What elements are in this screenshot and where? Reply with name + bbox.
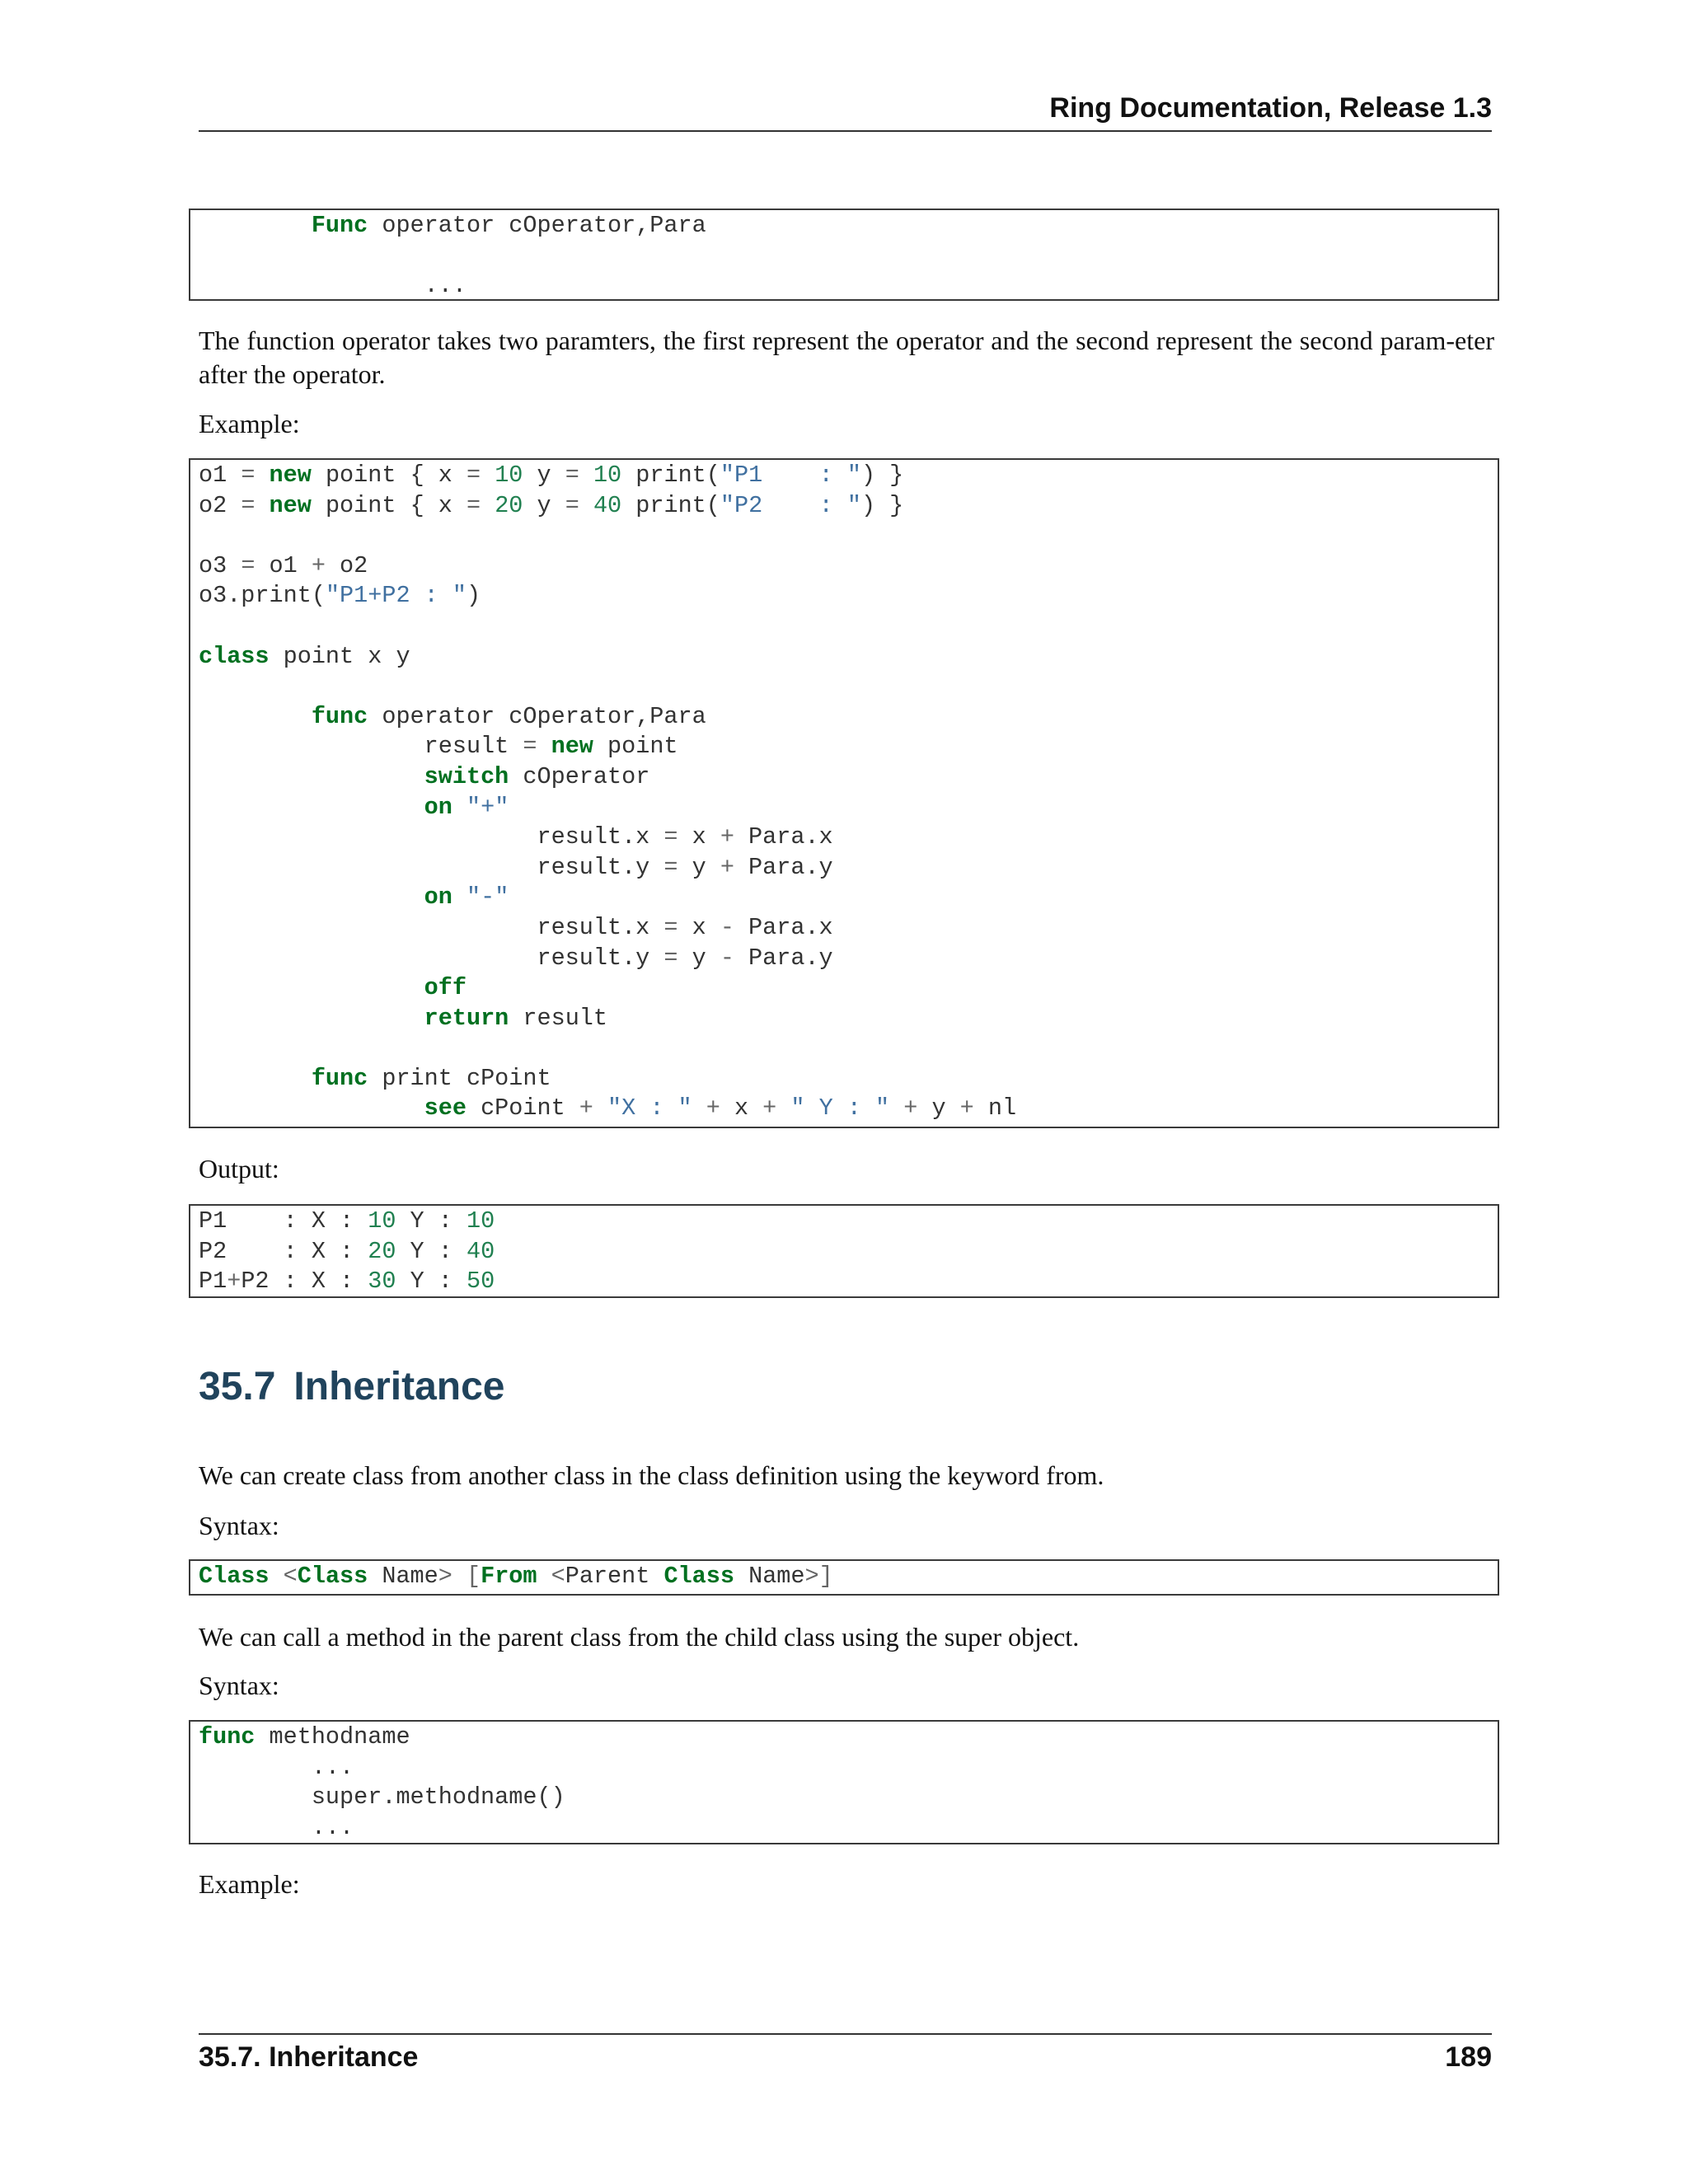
code-line: result = new point	[199, 733, 678, 761]
section-number: 35.7	[199, 1365, 276, 1408]
paragraph: The function operator takes two paramters, the first represent the operator and the second represent the second param-eter after the operator.	[199, 326, 1494, 389]
code-line: class point x y	[199, 642, 410, 670]
code-line: Func operator cOperator,Para	[311, 212, 706, 239]
section-title: Inheritance	[293, 1365, 505, 1408]
code-line: P2 : X : 20 Y : 40	[199, 1237, 495, 1265]
code-line: switch cOperator	[424, 762, 650, 790]
code-block	[189, 458, 1499, 1128]
code-line: ...	[199, 1813, 354, 1841]
footer-section: 35.7. Inheritance	[199, 2041, 419, 2073]
paragraph: We can call a method in the parent class from the child class using the super object.	[199, 1622, 1080, 1652]
code-line	[199, 672, 1498, 702]
code-line: P1 : X : 10 Y : 10	[199, 1207, 495, 1235]
syntax-block	[189, 1720, 1499, 1844]
code-line: o1 = new point { x = 10 y = 10 print("P1 : ") }	[199, 462, 904, 489]
syntax-block	[189, 1559, 1499, 1596]
code-line: result.y = y - Para.y	[199, 944, 833, 972]
code-line: o3 = o1 + o2	[199, 551, 368, 579]
paragraph: Example:	[199, 1869, 300, 1899]
code-line	[199, 1033, 1498, 1064]
code-line	[199, 612, 1498, 642]
paragraph: Syntax:	[199, 1511, 279, 1540]
section-heading	[199, 1364, 505, 1409]
code-line: Class <Class Name> [From <Parent Class Name>]	[199, 1563, 833, 1590]
code-line: ...	[199, 272, 467, 300]
code-line	[199, 241, 1498, 272]
page-footer	[199, 2033, 1492, 2074]
code-line: func methodname	[199, 1723, 410, 1750]
code-line: on "-"	[424, 883, 509, 912]
code-line: return result	[424, 1004, 608, 1032]
output-block	[189, 1204, 1499, 1298]
paragraph: We can create class from another class in the class definition using the keyword from.	[199, 1460, 1104, 1490]
header-title: Ring Documentation, Release 1.3	[1049, 92, 1492, 124]
code-line: P1+P2 : X : 30 Y : 50	[199, 1268, 495, 1296]
code-line: func print cPoint	[311, 1064, 551, 1092]
page-number: 189	[1445, 2041, 1492, 2073]
code-line: func operator cOperator,Para	[311, 702, 706, 730]
code-line: o2 = new point { x = 20 y = 40 print("P2 : ") }	[199, 491, 904, 519]
paragraph: Output:	[199, 1154, 279, 1183]
code-line: o3.print("P1+P2 : ")	[199, 582, 481, 610]
code-block	[189, 209, 1499, 301]
code-line: see cPoint + "X : " + x + " Y : " + y + nl	[424, 1094, 1017, 1122]
paragraph: Syntax:	[199, 1671, 279, 1700]
code-line: off	[424, 974, 467, 1002]
code-line: super.methodname()	[199, 1783, 565, 1811]
code-line: result.x = x - Para.x	[199, 913, 833, 941]
paragraph: Example:	[199, 409, 300, 438]
code-line	[199, 521, 1498, 551]
code-line: on "+"	[424, 793, 509, 821]
code-line: ...	[199, 1753, 354, 1781]
code-line: result.x = x + Para.x	[199, 823, 833, 851]
code-line: result.y = y + Para.y	[199, 853, 833, 881]
page-header	[199, 92, 1492, 132]
